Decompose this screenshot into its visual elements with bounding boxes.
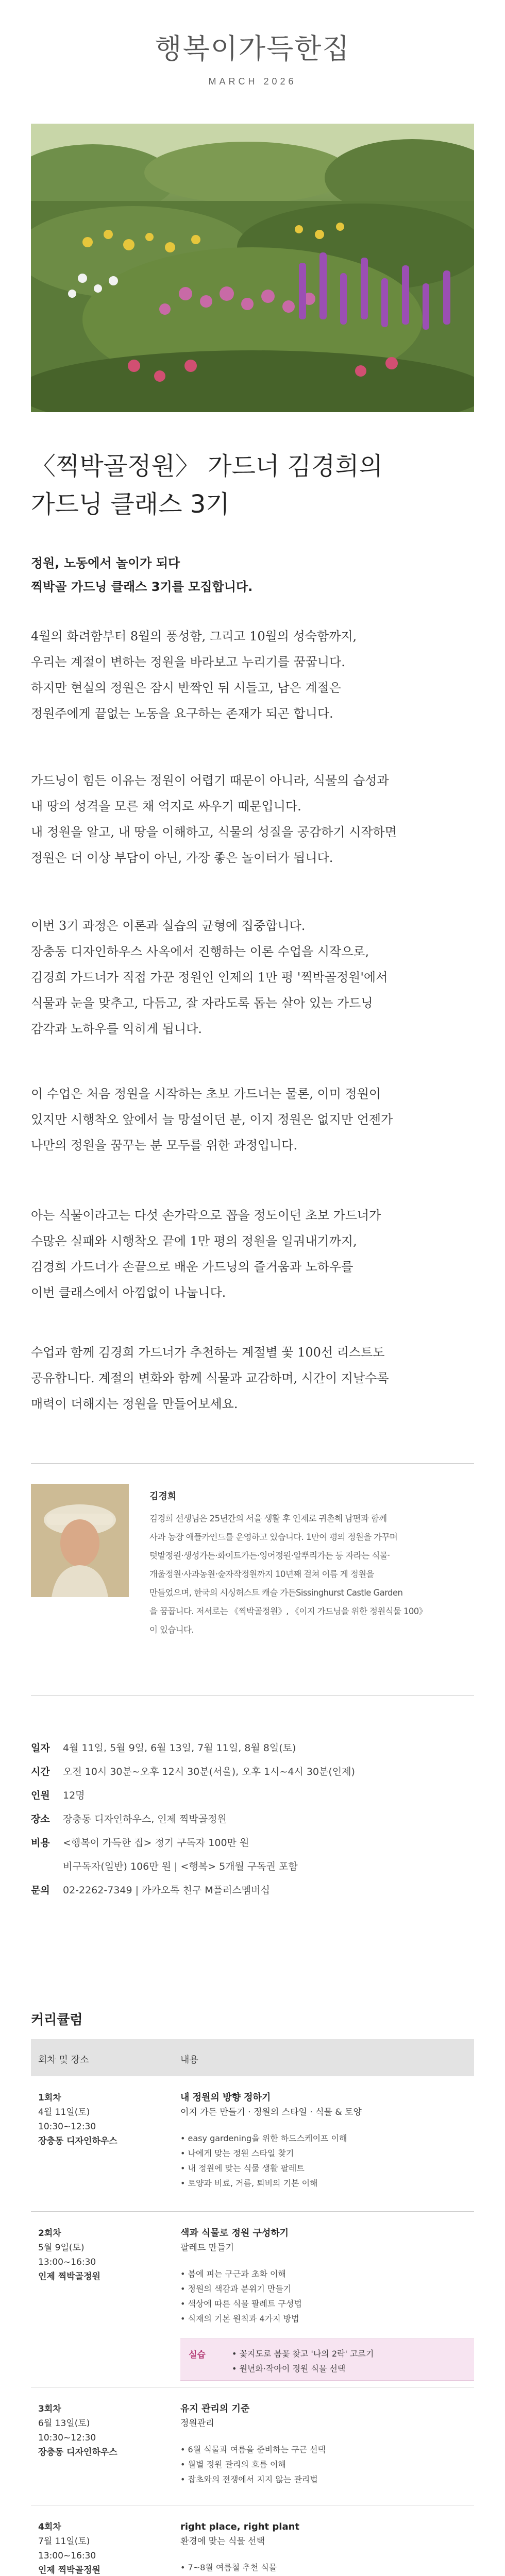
lead-line-1: 정원, 노동에서 놀이가 되다 bbox=[31, 556, 180, 570]
practice-items bbox=[232, 2346, 374, 2376]
paragraph-line: 내 정원을 알고, 내 땅을 이해하고, 식물의 성질을 공감하기 시작하면 bbox=[31, 825, 397, 839]
session-content bbox=[180, 2520, 474, 2576]
paragraph-line: 김경희 가드너가 손끝으로 배운 가드닝의 즐거움과 노하우를 bbox=[31, 1260, 354, 1274]
bio-line: 김경희 선생님은 25년간의 서울 생활 후 인제로 귀촌해 남편과 함께 bbox=[149, 1514, 387, 1523]
paragraph-line: 감각과 노하우를 익히게 됩니다. bbox=[31, 1022, 202, 1036]
curriculum-row bbox=[31, 2387, 474, 2505]
session-bullets bbox=[180, 2131, 474, 2191]
info-label: 시간 bbox=[31, 1766, 50, 1777]
session-time: 13:00~16:30 bbox=[38, 2257, 96, 2267]
paragraph-line: 매력이 더해지는 정원을 만들어보세요. bbox=[31, 1397, 238, 1411]
masthead bbox=[0, 0, 505, 124]
profile-divider-bottom bbox=[31, 1695, 474, 1696]
info-value: 12명 bbox=[63, 1790, 85, 1801]
lead-line-2: 찍박골 가드닝 클래스 3기를 모집합니다. bbox=[31, 580, 253, 594]
bullet-item: • 정원의 색감과 분위기 만들기 bbox=[180, 2284, 292, 2294]
session-title: 내 정원의 방향 정하기 bbox=[180, 2092, 271, 2103]
bullet-item: • 식재의 기본 원칙과 4가지 방법 bbox=[180, 2314, 299, 2324]
session-bullets bbox=[180, 2266, 474, 2326]
session-info bbox=[38, 2520, 157, 2576]
session-date: 7월 11일(토) bbox=[38, 2536, 90, 2547]
session-title: 색과 식물로 정원 구성하기 bbox=[180, 2228, 289, 2239]
info-row-date bbox=[31, 1736, 474, 1760]
garden-illustration bbox=[31, 124, 474, 412]
session-number: 2회차 bbox=[38, 2228, 61, 2239]
info-value: 4월 11일, 5월 9일, 6월 13일, 7월 11일, 8월 8일(토) bbox=[63, 1742, 296, 1754]
paragraph-line: 우리는 계절이 변하는 정원을 바라보고 누리기를 꿈꿉니다. bbox=[31, 655, 345, 669]
bullet-item: • easy gardening을 위한 하드스케이프 이해 bbox=[180, 2133, 347, 2143]
paragraph-4 bbox=[31, 1081, 474, 1158]
paragraph-line: 김경희 가드너가 직접 가꾼 정원인 인제의 1만 평 '찍박골정원'에서 bbox=[31, 970, 388, 985]
bullet-item: • 색상에 따른 식물 팔레트 구성법 bbox=[180, 2299, 302, 2309]
bullet-item: • 내 정원에 맞는 식물 생활 팔레트 bbox=[180, 2163, 305, 2173]
practice-label: 실습 bbox=[189, 2350, 206, 2360]
header-content: 내용 bbox=[180, 2055, 198, 2065]
paragraph-line: 아는 식물이라고는 다섯 손가락으로 꼽을 정도이던 초보 가드너가 bbox=[31, 1208, 381, 1223]
session-number: 1회차 bbox=[38, 2093, 61, 2103]
issue-date: MARCH 2026 bbox=[208, 76, 297, 87]
bio-line: 사과 농장 애플카인드를 운영하고 있습니다. 1만여 평의 정원을 가꾸며 bbox=[149, 1532, 398, 1542]
session-subtitle: 팔레트 만들기 bbox=[180, 2243, 234, 2253]
info-value: 비구독자(일반) 106만 원 | <행복> 5개월 구독권 포함 bbox=[63, 1861, 298, 1872]
session-subtitle: 정원관리 bbox=[180, 2418, 214, 2429]
session-number: 4회차 bbox=[38, 2522, 61, 2532]
paragraph-line: 수많은 실패와 시행착오 끝에 1만 평의 정원을 일궈내기까지, bbox=[31, 1234, 357, 1248]
session-content bbox=[180, 2226, 474, 2326]
curriculum-row bbox=[31, 2505, 474, 2576]
session-place: 인제 찍박골정원 bbox=[38, 2272, 100, 2282]
magazine-logo: 행복이가득한집 bbox=[155, 32, 350, 65]
info-label: 문의 bbox=[31, 1885, 50, 1896]
paragraph-line: 나만의 정원을 꿈꾸는 분 모두를 위한 과정입니다. bbox=[31, 1138, 298, 1153]
info-row-contact bbox=[31, 1878, 474, 1902]
bio-line: 만들었으며, 한국의 시싱허스트 캐슬 가든Sissinghurst Castle Garden bbox=[149, 1588, 403, 1598]
info-row-fee-general bbox=[31, 1855, 474, 1878]
curriculum-header bbox=[31, 2039, 474, 2076]
session-place: 장충동 디자인하우스 bbox=[38, 2447, 117, 2458]
class-info bbox=[31, 1736, 474, 1902]
article-title bbox=[31, 447, 474, 523]
info-row-capacity bbox=[31, 1784, 474, 1807]
paragraph-line: 하지만 현실의 정원은 잠시 반짝인 뒤 시들고, 남은 계절은 bbox=[31, 681, 341, 695]
session-number: 3회차 bbox=[38, 2404, 61, 2414]
info-row-fee bbox=[31, 1831, 474, 1855]
curriculum-table bbox=[31, 2039, 474, 2576]
paragraph-line: 수업과 함께 김경희 가드너가 추천하는 계절별 꽃 100선 리스트도 bbox=[31, 1345, 385, 1360]
session-info bbox=[38, 2226, 157, 2284]
session-place: 장충동 디자인하우스 bbox=[38, 2136, 117, 2146]
session-bullets bbox=[180, 2442, 474, 2487]
paragraph-2 bbox=[31, 768, 474, 871]
paragraph-line: 내 땅의 성격을 모른 채 억지로 싸우기 때문입니다. bbox=[31, 799, 301, 814]
session-date: 6월 13일(토) bbox=[38, 2418, 90, 2429]
bullet-item: • 월별 정원 관리의 흐름 이해 bbox=[180, 2460, 286, 2469]
bullet-item: • 잡초와의 전쟁에서 지지 않는 관리법 bbox=[180, 2475, 318, 2484]
info-value: 오전 10시 30분~오후 12시 30분(서울), 오후 1시~4시 30분(인제) bbox=[63, 1766, 355, 1777]
portrait-illustration bbox=[31, 1484, 129, 1597]
info-row-time bbox=[31, 1760, 474, 1784]
paragraph-line: 이 수업은 처음 정원을 시작하는 초보 가드너는 물론, 이미 정원이 bbox=[31, 1087, 381, 1101]
info-label: 장소 bbox=[31, 1814, 50, 1825]
session-info bbox=[38, 2091, 157, 2148]
info-value: 02-2262-7349 | 카카오톡 친구 M플러스멤버십 bbox=[63, 1885, 270, 1896]
practice-item: • 원년화·작아이 정원 식물 선택 bbox=[232, 2364, 346, 2374]
curriculum-row bbox=[31, 2212, 474, 2387]
paragraph-5 bbox=[31, 1202, 474, 1306]
curriculum-title: 커리큘럼 bbox=[31, 2012, 83, 2028]
info-label: 인원 bbox=[31, 1790, 50, 1801]
paragraph-line: 있지만 시행착오 앞에서 늘 망설이던 분, 이지 정원은 없지만 언젠가 bbox=[31, 1112, 393, 1127]
bullet-item: • 봄에 피는 구근과 초화 이해 bbox=[180, 2269, 286, 2279]
bullet-item: • 토양과 비료, 거름, 퇴비의 기본 이해 bbox=[180, 2178, 318, 2188]
info-label: 비용 bbox=[31, 1837, 50, 1849]
info-row-place bbox=[31, 1807, 474, 1831]
lead-text bbox=[31, 551, 474, 599]
session-title: right place, right plant bbox=[180, 2521, 300, 2532]
paragraph-line: 가드닝이 힘든 이유는 정원이 어렵기 때문이 아니라, 식물의 습성과 bbox=[31, 773, 389, 788]
bullet-item: • 나에게 맞는 정원 스타일 찾기 bbox=[180, 2148, 294, 2158]
session-info bbox=[38, 2402, 157, 2460]
paragraph-line: 4월의 화려함부터 8월의 풍성함, 그리고 10월의 성숙함까지, bbox=[31, 629, 357, 643]
paragraph-line: 이번 3기 과정은 이론과 실습의 균형에 집중합니다. bbox=[31, 919, 306, 933]
info-value: 장충동 디자인하우스, 인제 찍박골정원 bbox=[63, 1814, 227, 1825]
session-title: 유지 관리의 기준 bbox=[180, 2403, 250, 2414]
bullet-item: • 7~8월 여름철 추천 식물 bbox=[180, 2563, 277, 2572]
bullet-item: • 6월 식물과 여름을 준비하는 구근 선택 bbox=[180, 2445, 326, 2454]
bio-line: 이 있습니다. bbox=[149, 1625, 194, 1635]
paragraph-line: 공유합니다. 계절의 변화와 함께 식물과 교감하며, 시간이 지날수록 bbox=[31, 1371, 389, 1385]
paragraph-line: 장충동 디자인하우스 사옥에서 진행하는 이론 수업을 시작으로, bbox=[31, 944, 369, 959]
gardener-name: 김경희 bbox=[149, 1491, 177, 1502]
gardener-bio bbox=[149, 1510, 474, 1639]
practice-box bbox=[180, 2338, 474, 2381]
session-time: 10:30~12:30 bbox=[38, 2433, 96, 2443]
session-subtitle: 환경에 맞는 식물 선택 bbox=[180, 2536, 265, 2547]
info-value: <행복이 가득한 집> 정기 구독자 100만 원 bbox=[63, 1837, 249, 1849]
hero-garden-photo bbox=[31, 124, 474, 412]
bio-line: 을 꿈꿉니다. 저서로는 《찍박골정원》, 《이지 가드닝을 위한 정원식물 100》 bbox=[149, 1606, 427, 1616]
paragraph-line: 정원주에게 끝없는 노동을 요구하는 존재가 되곤 합니다. bbox=[31, 706, 333, 721]
paragraph-line: 식물과 눈을 맞추고, 다듬고, 잘 자라도록 돕는 살아 있는 가드닝 bbox=[31, 996, 373, 1010]
session-subtitle: 이지 가든 만들기 · 정원의 스타일 · 식물 & 토양 bbox=[180, 2107, 362, 2117]
session-content bbox=[180, 2091, 474, 2191]
gardener-portrait bbox=[31, 1484, 129, 1597]
curriculum-row bbox=[31, 2076, 474, 2212]
bio-line: 텃밭정원·생성가든·화이트가든·잉어정원·알뿌리가든 등 자라는 식물· bbox=[149, 1551, 390, 1561]
paragraph-line: 이번 클래스에서 아낌없이 나눕니다. bbox=[31, 1285, 226, 1300]
title-line-2: 가드닝 클래스 3기 bbox=[31, 490, 230, 519]
header-session: 회차 및 장소 bbox=[38, 2055, 89, 2065]
session-content bbox=[180, 2402, 474, 2487]
session-time: 10:30~12:30 bbox=[38, 2122, 96, 2132]
paragraph-1 bbox=[31, 623, 474, 726]
paragraph-3 bbox=[31, 913, 474, 1042]
bio-line: 개울정원·사과농원·숲자작정원까지 10년째 걸쳐 이름 게 정원을 bbox=[149, 1569, 374, 1579]
profile-divider-top bbox=[31, 1463, 474, 1464]
info-label: 일자 bbox=[31, 1742, 50, 1754]
paragraph-line: 정원은 더 이상 부담이 아닌, 가장 좋은 놀이터가 됩니다. bbox=[31, 851, 333, 865]
practice-item: • 꽃지도로 봄꽃 찾고 '나의 2락' 고르기 bbox=[232, 2349, 374, 2359]
session-time: 13:00~16:30 bbox=[38, 2551, 96, 2561]
session-date: 4월 11일(토) bbox=[38, 2107, 90, 2117]
paragraph-6 bbox=[31, 1340, 474, 1417]
session-place: 인제 찍박골정원 bbox=[38, 2565, 100, 2575]
session-date: 5월 9일(토) bbox=[38, 2243, 85, 2253]
session-bullets bbox=[180, 2560, 474, 2576]
title-line-1: 〈찍박골정원〉 가드너 김경희의 bbox=[31, 452, 383, 481]
